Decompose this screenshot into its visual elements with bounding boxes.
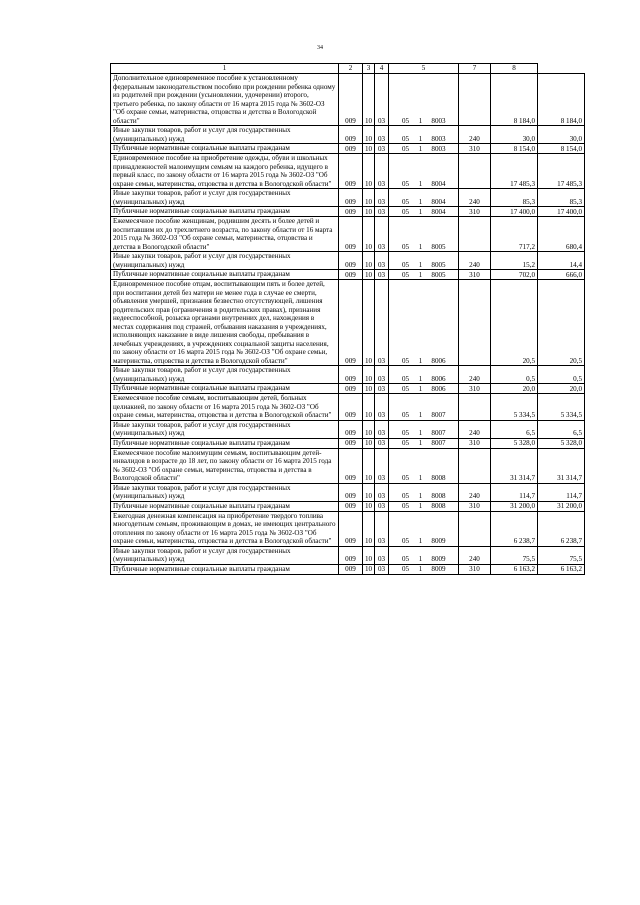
target-article-part: 8009 [431, 565, 446, 573]
target-article-part: 1 [418, 179, 423, 188]
cell-amount-year-2: 17 400,0 [538, 207, 585, 217]
target-article-part: 1 [418, 270, 423, 279]
cell-amount-year-2: 114,7 [538, 483, 585, 501]
cell-expense-type [459, 154, 491, 189]
target-article-part: 1 [418, 429, 423, 437]
table-row [111, 483, 585, 501]
table-row [111, 189, 585, 207]
target-article-part: 1 [418, 537, 423, 545]
cell-subsection: 03 [375, 126, 389, 144]
row-description: Иные закупки товаров, работ и услуг для государственных (муниципальных) нужд [111, 252, 339, 270]
cell-target-article [389, 546, 459, 564]
target-article-part: 8004 [431, 197, 446, 206]
target-article-part: 05 [401, 134, 410, 143]
cell-amount-year-1: 20,0 [491, 384, 538, 394]
cell-ministry-code: 009 [339, 448, 363, 483]
row-description: Публичные нормативные социальные выплаты гражданам [111, 144, 339, 154]
cell-section: 10 [363, 546, 375, 564]
cell-amount-year-1: 15,2 [491, 252, 538, 270]
cell-subsection: 03 [375, 483, 389, 501]
target-article-part: 05 [401, 384, 410, 393]
cell-subsection: 03 [375, 384, 389, 394]
cell-expense-type [459, 280, 491, 366]
cell-section: 10 [363, 448, 375, 483]
cell-target-article [389, 501, 459, 511]
cell-subsection: 03 [375, 207, 389, 217]
cell-ministry-code: 009 [339, 252, 363, 270]
target-article-part: 8008 [431, 502, 446, 510]
target-article-part: 1 [418, 134, 423, 143]
cell-expense-type: 310 [459, 144, 491, 154]
cell-expense-type: 240 [459, 252, 491, 270]
cell-subsection: 03 [375, 366, 389, 384]
target-article-part: 05 [401, 356, 410, 365]
target-article-part: 8007 [431, 429, 446, 437]
row-description: Иные закупки товаров, работ и услуг для государственных (муниципальных) нужд [111, 483, 339, 501]
target-article-part: 05 [401, 207, 410, 216]
cell-target-article [389, 144, 459, 154]
cell-subsection: 03 [375, 420, 389, 438]
cell-expense-type: 240 [459, 546, 491, 564]
target-article-part: 1 [418, 439, 423, 447]
cell-section: 10 [363, 189, 375, 207]
cell-amount-year-1: 30,0 [491, 126, 538, 144]
cell-target-article [389, 448, 459, 483]
row-description: Ежемесячное пособие женщинам, родившим десять и более детей и воспитавшим их до трехлетнего возраста, по закону области от 16 марта 2015 года № 3602-ОЗ "Об охране семьи, материнства, отцовства и детства в Вологодской области" [111, 217, 339, 252]
target-article-part: 8004 [431, 207, 446, 216]
cell-amount-year-2: 75,5 [538, 546, 585, 564]
target-article-part: 05 [401, 565, 410, 573]
cell-amount-year-2: 666,0 [538, 270, 585, 280]
target-article-part: 8008 [431, 474, 446, 482]
cell-section: 10 [363, 438, 375, 448]
cell-subsection: 03 [375, 154, 389, 189]
cell-amount-year-2: 20,5 [538, 280, 585, 366]
target-article-part: 05 [401, 537, 410, 545]
cell-subsection: 03 [375, 189, 389, 207]
cell-ministry-code: 009 [339, 217, 363, 252]
target-article-part: 8005 [431, 260, 446, 269]
target-article-part: 1 [418, 207, 423, 216]
cell-target-article [389, 438, 459, 448]
cell-section: 10 [363, 144, 375, 154]
cell-ministry-code: 009 [339, 270, 363, 280]
table-row [111, 564, 585, 574]
cell-subsection: 03 [375, 438, 389, 448]
target-article-part: 05 [401, 242, 410, 251]
cell-section: 10 [363, 126, 375, 144]
cell-expense-type: 310 [459, 207, 491, 217]
target-article-part: 8009 [431, 537, 446, 545]
target-article-part: 1 [418, 555, 423, 563]
target-article-part: 1 [418, 411, 423, 419]
cell-target-article [389, 217, 459, 252]
cell-amount-year-2: 6 163,2 [538, 564, 585, 574]
cell-amount-year-1: 31 314,7 [491, 448, 538, 483]
table-body [111, 74, 585, 575]
row-description: Дополнительное единовременное пособие к установленному федеральным законодательством пособию при рождении ребенка одному из родителей при рождении (усыновлении, удочерении) второго, третьего ребенка, по закону области от 16 марта 2015 года № 3602-ОЗ "Об охране семьи, материнства, отцовства и детства в Вологодской области" [111, 74, 339, 126]
table-row [111, 501, 585, 511]
cell-expense-type [459, 511, 491, 546]
cell-subsection: 03 [375, 511, 389, 546]
target-article-part: 05 [401, 492, 410, 500]
cell-subsection: 03 [375, 394, 389, 421]
cell-subsection: 03 [375, 217, 389, 252]
cell-ministry-code: 009 [339, 207, 363, 217]
target-article-part: 1 [418, 197, 423, 206]
cell-section: 10 [363, 252, 375, 270]
table-row [111, 546, 585, 564]
target-article-part: 8009 [431, 555, 446, 563]
target-article-part: 05 [401, 502, 410, 510]
target-article-part: 05 [401, 179, 410, 188]
cell-amount-year-1: 5 328,0 [491, 438, 538, 448]
header-col-5: 5 [389, 64, 459, 74]
cell-subsection: 03 [375, 564, 389, 574]
cell-amount-year-1: 20,5 [491, 280, 538, 366]
cell-amount-year-2: 30,0 [538, 126, 585, 144]
cell-ministry-code: 009 [339, 144, 363, 154]
target-article-part: 05 [401, 411, 410, 419]
cell-expense-type: 240 [459, 483, 491, 501]
row-description: Ежемесячное пособие малоимущим семьям, воспитывающим детей-инвалидов в возрасте до 18 лет, по закону области от 16 марта 2015 года № 3602-ОЗ "Об охране семьи, материнства, отцовства и детства в Вологодской области" [111, 448, 339, 483]
table-row [111, 366, 585, 384]
target-article-part: 05 [401, 439, 410, 447]
target-article-part: 8007 [431, 439, 446, 447]
target-article-part: 1 [418, 144, 423, 153]
row-description: Публичные нормативные социальные выплаты гражданам [111, 501, 339, 511]
target-article-part: 1 [418, 384, 423, 393]
cell-expense-type [459, 74, 491, 126]
target-article-part: 05 [401, 197, 410, 206]
table-row [111, 511, 585, 546]
target-article-part: 8008 [431, 492, 446, 500]
cell-subsection: 03 [375, 546, 389, 564]
cell-amount-year-2: 14,4 [538, 252, 585, 270]
cell-target-article [389, 394, 459, 421]
table-row [111, 384, 585, 394]
cell-target-article [389, 126, 459, 144]
header-col-1: 1 [111, 64, 339, 74]
cell-target-article [389, 384, 459, 394]
cell-expense-type [459, 394, 491, 421]
cell-ministry-code: 009 [339, 280, 363, 366]
target-article-part: 1 [418, 116, 423, 125]
cell-target-article [389, 420, 459, 438]
cell-expense-type: 310 [459, 438, 491, 448]
cell-target-article [389, 74, 459, 126]
table-row [111, 144, 585, 154]
cell-amount-year-1: 114,7 [491, 483, 538, 501]
cell-expense-type: 310 [459, 501, 491, 511]
cell-amount-year-2: 6 238,7 [538, 511, 585, 546]
cell-amount-year-1: 8 184,0 [491, 74, 538, 126]
cell-amount-year-2: 20,0 [538, 384, 585, 394]
cell-subsection: 03 [375, 74, 389, 126]
header-col-2: 2 [339, 64, 363, 74]
cell-ministry-code: 009 [339, 501, 363, 511]
cell-target-article [389, 511, 459, 546]
table-row [111, 448, 585, 483]
cell-amount-year-1: 75,5 [491, 546, 538, 564]
table-row [111, 420, 585, 438]
table-row [111, 207, 585, 217]
cell-ministry-code: 009 [339, 189, 363, 207]
row-description: Публичные нормативные социальные выплаты гражданам [111, 384, 339, 394]
cell-amount-year-1: 6 163,2 [491, 564, 538, 574]
budget-table [110, 63, 585, 575]
cell-section: 10 [363, 420, 375, 438]
cell-section: 10 [363, 511, 375, 546]
cell-section: 10 [363, 154, 375, 189]
cell-ministry-code: 009 [339, 384, 363, 394]
target-article-part: 05 [401, 144, 410, 153]
target-article-part: 8003 [431, 144, 446, 153]
cell-expense-type: 310 [459, 270, 491, 280]
target-article-part: 1 [418, 492, 423, 500]
cell-amount-year-1: 17 485,3 [491, 154, 538, 189]
cell-amount-year-1: 8 154,0 [491, 144, 538, 154]
cell-section: 10 [363, 217, 375, 252]
target-article-part: 05 [401, 374, 410, 383]
cell-section: 10 [363, 270, 375, 280]
cell-section: 10 [363, 74, 375, 126]
row-description: Публичные нормативные социальные выплаты гражданам [111, 207, 339, 217]
target-article-part: 05 [401, 116, 410, 125]
page-number: 34 [317, 45, 323, 51]
cell-amount-year-1: 5 334,5 [491, 394, 538, 421]
target-article-part: 05 [401, 270, 410, 279]
cell-section: 10 [363, 207, 375, 217]
cell-amount-year-1: 702,0 [491, 270, 538, 280]
cell-expense-type [459, 217, 491, 252]
cell-target-article [389, 207, 459, 217]
cell-amount-year-1: 6 238,7 [491, 511, 538, 546]
cell-amount-year-1: 0,5 [491, 366, 538, 384]
table-row [111, 154, 585, 189]
target-article-part: 1 [418, 374, 423, 383]
row-description: Иные закупки товаров, работ и услуг для государственных (муниципальных) нужд [111, 420, 339, 438]
cell-section: 10 [363, 501, 375, 511]
cell-section: 10 [363, 564, 375, 574]
target-article-part: 8004 [431, 179, 446, 188]
cell-amount-year-2: 8 184,0 [538, 74, 585, 126]
cell-expense-type: 240 [459, 189, 491, 207]
cell-amount-year-1: 31 200,0 [491, 501, 538, 511]
cell-ministry-code: 009 [339, 483, 363, 501]
target-article-part: 1 [418, 242, 423, 251]
cell-expense-type: 310 [459, 384, 491, 394]
header-col-8: 8 [491, 64, 538, 74]
target-article-part: 05 [401, 474, 410, 482]
row-description: Публичные нормативные социальные выплаты гражданам [111, 564, 339, 574]
header-col-7: 7 [459, 64, 491, 74]
row-description: Ежемесячное пособие семьям, воспитывающим детей, больных целиакией, по закону области от 16 марта 2015 года № 3602-ОЗ "Об охране семьи, материнства, отцовства и детства в Вологодской области" [111, 394, 339, 421]
table-row [111, 217, 585, 252]
cell-target-article [389, 483, 459, 501]
cell-amount-year-1: 17 400,0 [491, 207, 538, 217]
cell-expense-type [459, 448, 491, 483]
cell-subsection: 03 [375, 501, 389, 511]
cell-target-article [389, 280, 459, 366]
cell-amount-year-2: 0,5 [538, 366, 585, 384]
cell-expense-type: 310 [459, 564, 491, 574]
table-row [111, 270, 585, 280]
cell-ministry-code: 009 [339, 126, 363, 144]
target-article-part: 8005 [431, 242, 446, 251]
cell-amount-year-2: 5 334,5 [538, 394, 585, 421]
target-article-part: 8006 [431, 374, 446, 383]
cell-target-article [389, 252, 459, 270]
cell-target-article [389, 366, 459, 384]
cell-ministry-code: 009 [339, 154, 363, 189]
target-article-part: 8003 [431, 116, 446, 125]
cell-amount-year-1: 6,5 [491, 420, 538, 438]
cell-amount-year-1: 717,2 [491, 217, 538, 252]
row-description: Иные закупки товаров, работ и услуг для государственных (муниципальных) нужд [111, 546, 339, 564]
cell-ministry-code: 009 [339, 438, 363, 448]
table-row [111, 252, 585, 270]
target-article-part: 1 [418, 565, 423, 573]
cell-subsection: 03 [375, 252, 389, 270]
cell-ministry-code: 009 [339, 74, 363, 126]
header-row [111, 64, 585, 74]
target-article-part: 05 [401, 555, 410, 563]
row-description: Иные закупки товаров, работ и услуг для государственных (муниципальных) нужд [111, 126, 339, 144]
cell-section: 10 [363, 384, 375, 394]
cell-target-article [389, 270, 459, 280]
cell-subsection: 03 [375, 270, 389, 280]
row-description: Иные закупки товаров, работ и услуг для государственных (муниципальных) нужд [111, 366, 339, 384]
cell-ministry-code: 009 [339, 366, 363, 384]
table-row [111, 394, 585, 421]
cell-ministry-code: 009 [339, 511, 363, 546]
target-article-part: 1 [418, 260, 423, 269]
cell-ministry-code: 009 [339, 564, 363, 574]
target-article-part: 8006 [431, 384, 446, 393]
cell-target-article [389, 189, 459, 207]
target-article-part: 1 [418, 474, 423, 482]
cell-ministry-code: 009 [339, 394, 363, 421]
row-description: Публичные нормативные социальные выплаты гражданам [111, 270, 339, 280]
cell-expense-type: 240 [459, 420, 491, 438]
cell-target-article [389, 154, 459, 189]
header-col-4: 4 [375, 64, 389, 74]
target-article-part: 1 [418, 356, 423, 365]
target-article-part: 05 [401, 429, 410, 437]
table-row [111, 126, 585, 144]
target-article-part: 1 [418, 502, 423, 510]
cell-subsection: 03 [375, 280, 389, 366]
table-row [111, 74, 585, 126]
target-article-part: 8003 [431, 134, 446, 143]
cell-section: 10 [363, 394, 375, 421]
cell-section: 10 [363, 280, 375, 366]
cell-ministry-code: 009 [339, 420, 363, 438]
row-description: Иные закупки товаров, работ и услуг для государственных (муниципальных) нужд [111, 189, 339, 207]
table-row [111, 280, 585, 366]
cell-amount-year-2: 680,4 [538, 217, 585, 252]
row-description: Единовременное пособие на приобретение одежды, обуви и школьных принадлежностей малоимущим семьям на каждого ребенка, идущего в первый класс, по закону области от 16 марта 2015 года № 3602-ОЗ "Об охране семьи, материнства, отцовства и детства в Вологодской области" [111, 154, 339, 189]
table-header [111, 64, 585, 74]
target-article-part: 8005 [431, 270, 446, 279]
row-description: Единовременное пособие отцам, воспитывающим пять и более детей, при воспитании детей без матери не менее года в случае ее смерти, объявления умершей, признания безвестно отсутствующей, лишения родительских прав (ограничения в родительских правах), признания недееспособной, розыска органами внутренних дел, нахождения в местах содержания под стражей, отбывания наказания в учреждениях, исполняющих наказание в виде лишения свободы, пребывания в лечебных учреждениях, в учреждениях социальной защиты населения, по закону области от 16 марта 2015 года № 3602-ОЗ "Об охране семьи, материнства, отцовства и детства в Вологодской области" [111, 280, 339, 366]
cell-amount-year-2: 31 200,0 [538, 501, 585, 511]
table-row [111, 438, 585, 448]
cell-subsection: 03 [375, 448, 389, 483]
header-col-3: 3 [363, 64, 375, 74]
cell-expense-type: 240 [459, 366, 491, 384]
cell-amount-year-2: 31 314,7 [538, 448, 585, 483]
cell-target-article [389, 564, 459, 574]
cell-subsection: 03 [375, 144, 389, 154]
cell-expense-type: 240 [459, 126, 491, 144]
target-article-part: 8007 [431, 411, 446, 419]
cell-section: 10 [363, 366, 375, 384]
cell-amount-year-1: 85,3 [491, 189, 538, 207]
cell-section: 10 [363, 483, 375, 501]
row-description: Ежегодная денежная компенсация на приобретение твердого топлива многодетным семьям, проживающим в домах, не имеющих центрального отопления по закону области от 16 марта 2015 года № 3602-ОЗ "Об охране семьи, материнства, отцовства и детства в Вологодской области" [111, 511, 339, 546]
cell-amount-year-2: 6,5 [538, 420, 585, 438]
target-article-part: 05 [401, 260, 410, 269]
cell-amount-year-2: 8 154,0 [538, 144, 585, 154]
cell-amount-year-2: 17 485,3 [538, 154, 585, 189]
cell-amount-year-2: 5 328,0 [538, 438, 585, 448]
row-description: Публичные нормативные социальные выплаты гражданам [111, 438, 339, 448]
cell-ministry-code: 009 [339, 546, 363, 564]
cell-amount-year-2: 85,3 [538, 189, 585, 207]
target-article-part: 8006 [431, 356, 446, 365]
